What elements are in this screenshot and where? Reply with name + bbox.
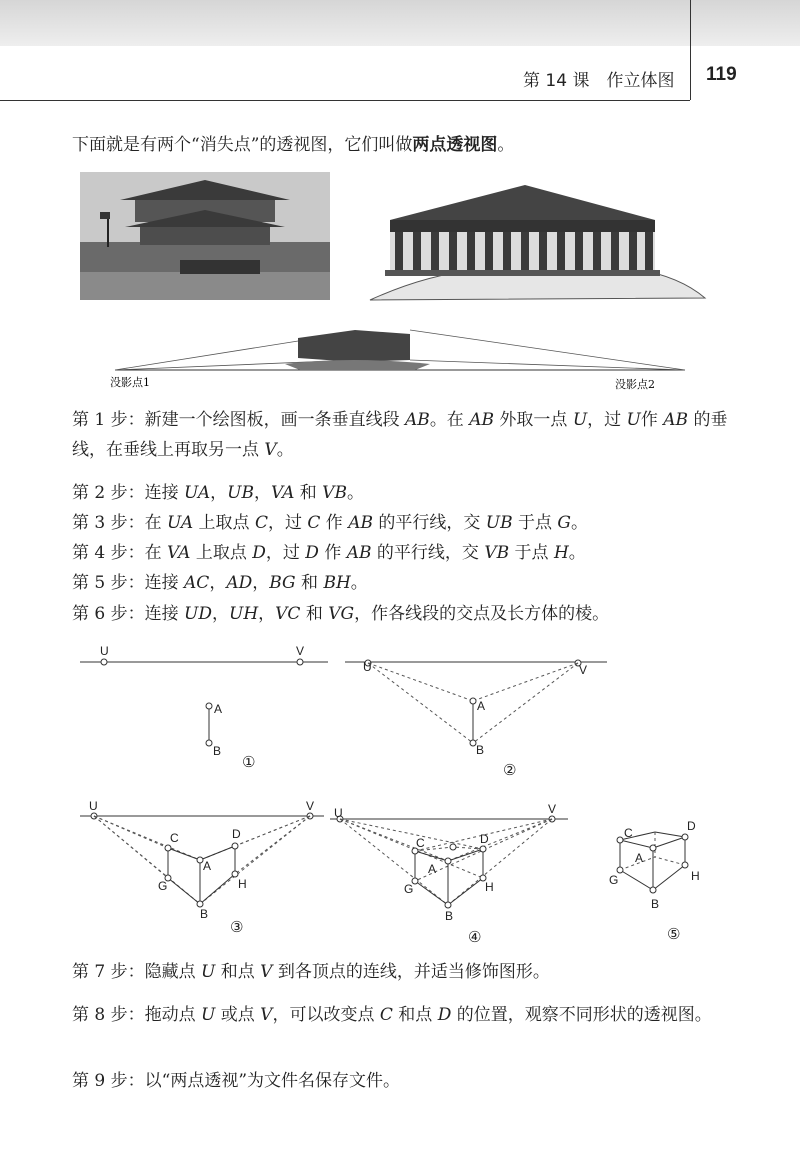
svg-text:U: U [363, 660, 372, 674]
header-band [0, 0, 800, 46]
svg-text:C: C [170, 831, 179, 845]
svg-text:G: G [404, 882, 414, 896]
svg-text:④: ④ [468, 928, 482, 946]
svg-text:B: B [445, 909, 454, 923]
vanishing-point-1-label: 没影点1 [110, 376, 150, 389]
svg-text:A: A [477, 699, 486, 713]
svg-text:V: V [548, 803, 557, 816]
svg-text:A: A [214, 702, 223, 716]
svg-text:U: U [334, 806, 343, 820]
svg-text:C: C [624, 826, 633, 840]
term-two-point-perspective: 两点透视图 [412, 135, 498, 155]
figure-3 [80, 800, 330, 940]
page-number: 119 [706, 64, 737, 85]
svg-text:V: V [306, 800, 315, 813]
header-divider [690, 0, 691, 100]
step-7: 第 7 步：隐藏点 U 和点 V 到各顶点的连线，并适当修饰图形。 [72, 962, 550, 982]
step-1: 第 1 步：新建一个绘图板，画一条垂直线段 AB。在 AB 外取一点 U，过 U作 AB 的垂线，在垂线上再取另一点 V。 [72, 410, 728, 460]
tiananmen-photo [80, 172, 330, 300]
step-6: 第 6 步：连接 UD，UH，VC 和 VG，作各线段的交点及长方体的棱。 [72, 604, 610, 624]
svg-text:B: B [476, 743, 485, 757]
svg-text:③: ③ [230, 918, 244, 936]
intro-paragraph: 下面就是有两个“消失点”的透视图，它们叫做两点透视图。 [72, 135, 515, 155]
step-9: 第 9 步：以“两点透视”为文件名保存文件。 [72, 1071, 401, 1091]
vanishing-point-diagram [110, 320, 690, 395]
step-3: 第 3 步：在 UA 上取点 C，过 C 作 AB 的平行线，交 UB 于点 G。 [72, 513, 589, 533]
svg-text:G: G [609, 873, 619, 887]
step-2: 第 2 步：连接 UA，UB，VA 和 VB。 [72, 483, 364, 503]
svg-text:A: A [635, 851, 644, 865]
svg-text:H: H [238, 877, 247, 891]
svg-text:G: G [158, 879, 168, 893]
lesson-title: 第 14 课 作立体图 [523, 71, 675, 91]
figure-2 [345, 650, 610, 800]
svg-text:B: B [213, 744, 222, 758]
svg-text:⑤: ⑤ [667, 925, 681, 943]
svg-text:D: D [687, 819, 696, 833]
figure-4 [330, 803, 575, 948]
svg-text:H: H [691, 869, 700, 883]
svg-text:②: ② [503, 761, 517, 779]
svg-text:①: ① [242, 753, 256, 771]
svg-text:B: B [200, 907, 209, 921]
step-5: 第 5 步：连接 AC，AD，BG 和 BH。 [72, 573, 368, 593]
svg-text:V: V [579, 663, 588, 677]
svg-text:D: D [232, 827, 241, 841]
svg-text:C: C [416, 836, 425, 850]
svg-text:V: V [296, 645, 305, 658]
svg-text:D: D [480, 832, 489, 846]
svg-text:U: U [100, 645, 109, 658]
step-8: 第 8 步：拖动点 U 或点 V，可以改变点 C 和点 D 的位置，观察不同形状的透视图。 [72, 1005, 712, 1025]
figure-1 [80, 645, 340, 775]
svg-text:H: H [485, 880, 494, 894]
figure-5 [605, 815, 720, 945]
svg-text:U: U [89, 800, 98, 813]
vanishing-point-2-label: 没影点2 [615, 378, 655, 391]
svg-text:B: B [651, 897, 660, 911]
step-4: 第 4 步：在 VA 上取点 D，过 D 作 AB 的平行线，交 VB 于点 H。 [72, 543, 586, 563]
parthenon-illustration [365, 180, 710, 305]
svg-text:A: A [428, 862, 437, 876]
header-rule [0, 100, 690, 101]
svg-text:A: A [203, 859, 212, 873]
